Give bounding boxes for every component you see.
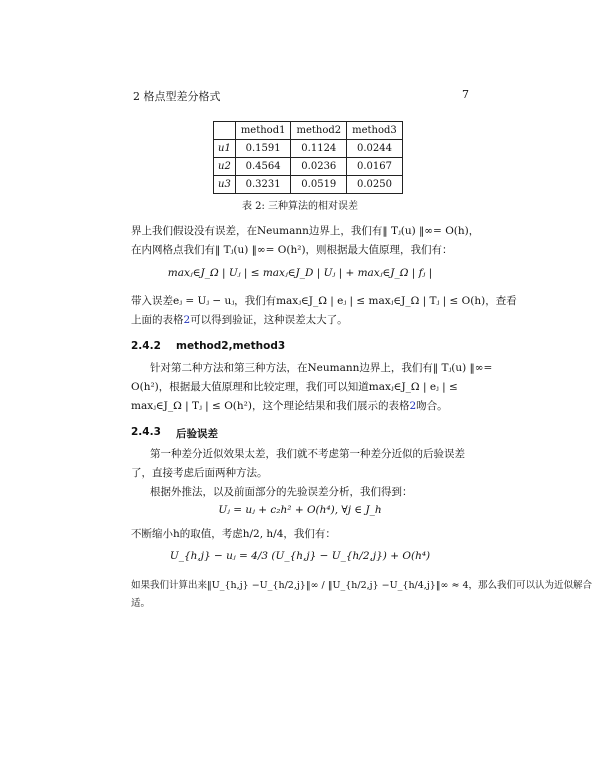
text-span: 上面的表格 bbox=[131, 314, 184, 326]
error-table bbox=[213, 121, 403, 194]
table-cell: 0.0236 bbox=[291, 158, 347, 176]
section-title: 后验误差 bbox=[176, 428, 218, 440]
row-label: u2 bbox=[214, 158, 236, 176]
paragraph-line: 界上我们假设没有误差，在Neumann边界上，我们有‖ Tⱼ(u) ‖∞= O(h)， bbox=[131, 225, 480, 237]
paragraph-line bbox=[131, 397, 448, 415]
table-header-cell: method2 bbox=[291, 122, 347, 140]
page-number: 7 bbox=[462, 88, 469, 101]
paragraph-line bbox=[131, 311, 348, 329]
table-cell: 0.3231 bbox=[235, 176, 291, 194]
running-header: 2 格点型差分格式 bbox=[133, 90, 221, 103]
table-ref-link[interactable]: 2 bbox=[409, 400, 417, 412]
table-cell: 0.1591 bbox=[235, 140, 291, 158]
table-header-cell bbox=[214, 122, 236, 140]
paragraph-line: 带入误差eⱼ = Uⱼ − uⱼ，我们有maxⱼ∈J_Ω | eⱼ | ≤ maxⱼ∈J_Ω | Tⱼ | ≤ O(h)，查看 bbox=[131, 295, 517, 307]
text-span: 可以得到验证，这种误差太大了。 bbox=[190, 314, 348, 326]
paragraph-line: 针对第二种方法和第三种方法，在Neumann边界上，我们有‖ Tⱼ(u) ‖∞= bbox=[150, 362, 493, 374]
table-header-row bbox=[214, 122, 403, 140]
paragraph-line: O(h²)，根据最大值原理和比较定理，我们可以知道maxⱼ∈J_Ω | eⱼ | ≤ bbox=[131, 381, 458, 393]
text-span: maxⱼ∈J_Ω | Tⱼ | ≤ O(h²)，这个理论结果和我们展示的表格 bbox=[131, 400, 410, 412]
paragraph-line: 了，直接考虑后面两种方法。 bbox=[131, 467, 268, 479]
section-number: 2.4.2 bbox=[131, 340, 161, 352]
paragraph-line: 如果我们计算出来‖U_{h,j} −U_{h/2,j}‖∞ / ‖U_{h/2,j} −U_{h/4,j}‖∞ ≈ 4，那么我们可以认为近似解合适。 bbox=[131, 580, 593, 609]
equation-max-principle: maxⱼ∈J_Ω | Uⱼ | ≤ maxⱼ∈J_D | Uⱼ | + maxⱼ∈J_Ω | fⱼ | bbox=[167, 267, 433, 279]
table-ref-link[interactable]: 2 bbox=[183, 314, 191, 326]
table-cell: 0.4564 bbox=[235, 158, 291, 176]
equation-extrapolation: Uⱼ = uⱼ + c₂h² + O(h⁴), ∀j ∈ J_h bbox=[218, 504, 382, 516]
row-label: u1 bbox=[214, 140, 236, 158]
table-header-cell: method3 bbox=[347, 122, 403, 140]
table-cell: 0.0244 bbox=[347, 140, 403, 158]
table-cell: 0.0519 bbox=[291, 176, 347, 194]
paragraph-line: 第一种差分近似效果太差，我们就不考虑第一种差分近似的后验误差 bbox=[150, 448, 465, 460]
table-cell: 0.0250 bbox=[347, 176, 403, 194]
paragraph-line: 在内网格点我们有‖ Tⱼ(u) ‖∞= O(h²)，则根据最大值原理，我们有： bbox=[131, 244, 453, 256]
row-label: u3 bbox=[214, 176, 236, 194]
table-cell: 0.0167 bbox=[347, 158, 403, 176]
table-caption: 表 2: 三种算法的相对误差 bbox=[241, 201, 359, 212]
equation-posterior: U_{h,j} − uⱼ = 4/3 (U_{h,j} − U_{h/2,j}) + O(h⁴) bbox=[169, 550, 431, 562]
section-title: method2,method3 bbox=[176, 340, 286, 352]
section-number: 2.4.3 bbox=[131, 426, 161, 438]
text-span: 吻合。 bbox=[416, 400, 448, 412]
table-row bbox=[214, 158, 403, 176]
paragraph-line: 根据外推法，以及前面部分的先验误差分析，我们得到： bbox=[150, 486, 413, 498]
table-row bbox=[214, 140, 403, 158]
paragraph-line: 不断缩小h的取值，考虑h/2, h/4，我们有： bbox=[131, 528, 336, 540]
table-row bbox=[214, 176, 403, 194]
table-header-cell: method1 bbox=[235, 122, 291, 140]
table-cell: 0.1124 bbox=[291, 140, 347, 158]
